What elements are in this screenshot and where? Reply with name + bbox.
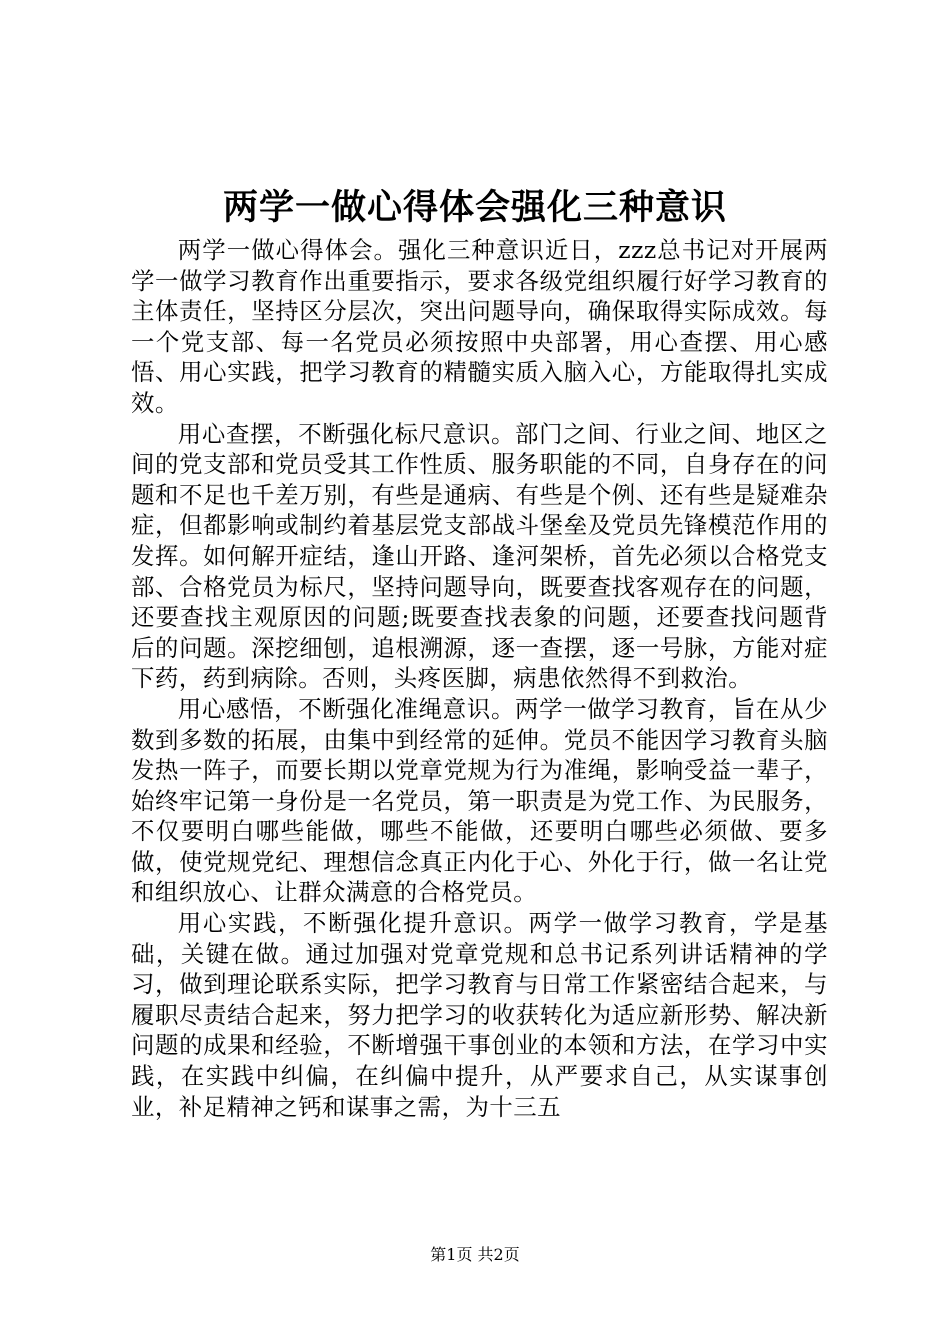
document-title: 两学一做心得体会强化三种意识 bbox=[222, 187, 727, 228]
page-footer: 第1页 共2页 bbox=[430, 1245, 520, 1264]
paragraph-intro: 两学一做心得体会。强化三种意识近日，zzz总书记对开展两学一做学习教育作出重要指示，要求各级党组织履行好学习教育的主体责任，坚持区分层次，突出问题导向，确保取得实际成效。每一个党支部、每一名党员必须按照中央部署，用心查摆、用心感悟、用心实践，把学习教育的精髓实质入脑入心，方能取得扎实成效。 bbox=[131, 236, 828, 417]
paragraph-practice: 用心实践，不断强化提升意识。两学一做学习教育，学是基础，关键在做。通过加强对党章党规和总书记系列讲话精神的学习，做到理论联系实际，把学习教育与日常工作紧密结合起来，与履职尽责结合起来，努力把学习的收获转化为适应新形势、解决新问题的成果和经验，不断增强干事创业的本领和方法，在学习中实践，在实践中纠偏，在纠偏中提升，从严要求自己，从实谋事创业，补足精神之钙和谋事之需，为十三五 bbox=[131, 909, 828, 1121]
paragraph-check: 用心查摆，不断强化标尺意识。部门之间、行业之间、地区之间的党支部和党员受其工作性质、服务职能的不同，自身存在的问题和不足也千差万别，有些是通病、有些是个例、还有些是疑难杂症，但都影响或制约着基层党支部战斗堡垒及党员先锋模范作用的发挥。如何解开症结，逢山开路、逢河架桥，首先必须以合格党支部、合格党员为标尺，坚持问题导向，既要查找客观存在的问题，还要查找主观原因的问题;既要查找表象的问题，还要查找问题背后的问题。深挖细刨，追根溯源，逐一查摆，逐一号脉，方能对症下药，药到病除。否则，头疼医脚，病患依然得不到救治。 bbox=[131, 419, 828, 693]
document-body bbox=[131, 235, 828, 1122]
paragraph-understand: 用心感悟，不断强化准绳意识。两学一做学习教育，旨在从少数到多数的拓展，由集中到经常的延伸。党员不能因学习教育头脑发热一阵子，而要长期以党章党规为行为准绳，影响受益一辈子，始终牢记第一身份是一名党员，第一职责是为党工作、为民服务，不仅要明白哪些能做，哪些不能做，还要明白哪些必须做、要多做，使党规党纪、理想信念真正内化于心、外化于行，做一名让党和组织放心、让群众满意的合格党员。 bbox=[131, 694, 828, 907]
